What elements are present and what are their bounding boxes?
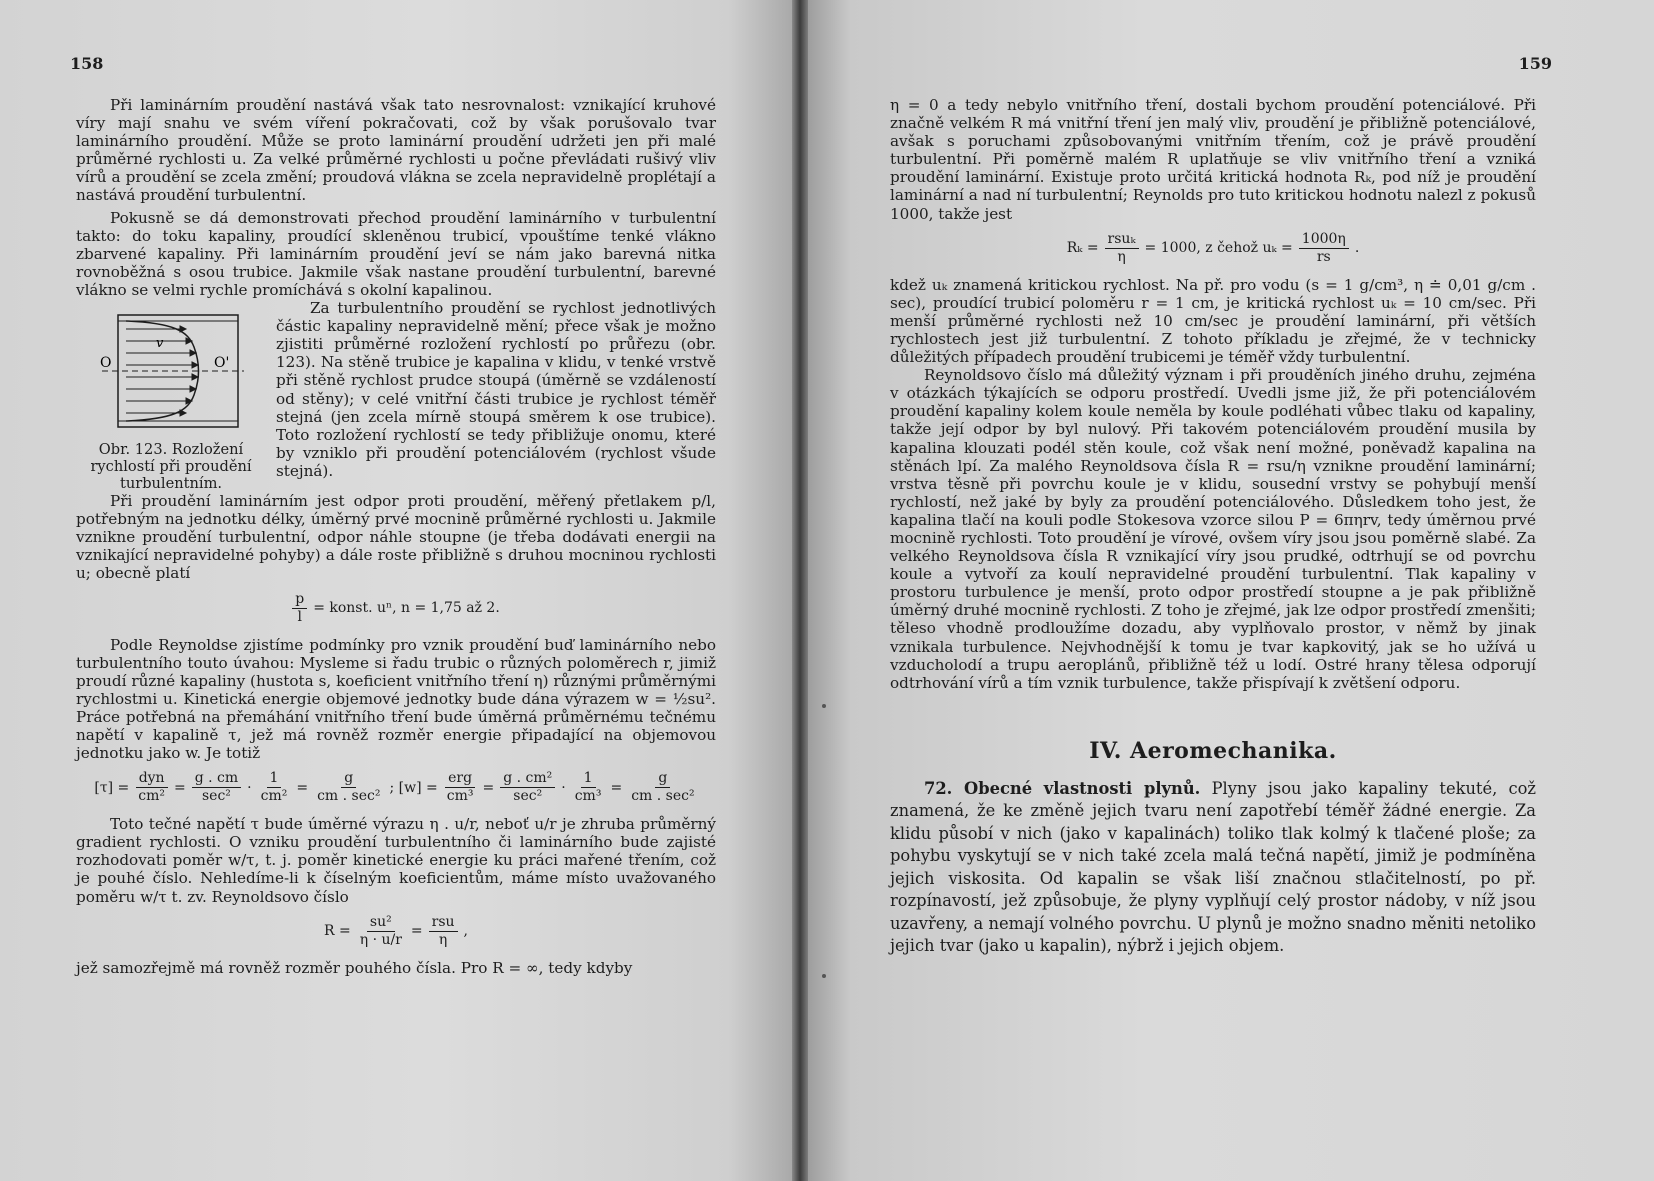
frac-den: sec² [513, 788, 543, 805]
formula-tail: . [1354, 240, 1360, 257]
frac-num: 1 [267, 770, 282, 788]
formula-rest: = konst. uⁿ, n = 1,75 až 2. [313, 599, 500, 616]
frac-num: erg [445, 770, 475, 788]
frac-num: g . cm² [500, 770, 555, 788]
figure-label-v: v [156, 336, 164, 352]
left-paragraph-6: Toto tečné napětí τ bude úměrné výrazu η . u/r, neboť u/r je zhruba průměrný gradient rychlosti. O vzniku proudění turbulentního či laminárního bude zajisté rozhodovati poměr w/τ, t. j. poměr kinetické energie ku práci mařené třením, což je pouhé číslo. Nehledíme-li k číselným koeficientům, máme místo uvažovaného poměru w/τ t. zv. Reynoldsovo číslo [76, 815, 716, 906]
left-paragraph-1: Při laminárním proudění nastává však tato nesrovnalost: vznikající kruhové víry mají snahu ve svém víření pokračovati, což by však porušovalo tvar laminárního proudění. Může se proto laminární proudění udržeti jen při malé průměrné rychlosti u. Za velké průměrné rychlosti u počne převládati rušivý vliv vírů a proudění se zcela změní; proudová vlákna se zcela nepravidelně proplétají a nastává proudění turbulentní. [76, 96, 716, 205]
right-paragraph-1: η = 0 a tedy nebylo vnitřního tření, dostali bychom proudění potenciálové. Při značně velkém R má vnitřní tření jen malý vliv, proudění je přibližně potenciálové, avšak s poruchami způsobovanými vnitřním třením, což je právě proudění turbulentní. Při poměrně malém R uplatňuje se vliv vnitřního tření a vzniká proudění laminární. Existuje proto určitá kritická hodnota Rₖ, pod níž je proudění laminární a nad ní turbulentní; Reynolds pro tuto kritickou hodnotu nalezl z pokusů 1000, takže jest [890, 96, 1536, 223]
formula-tau: [τ] = [94, 779, 130, 796]
left-page [0, 0, 792, 1181]
formula-units: [τ] = $\frac{\text{dyn}}{\text{cm²}}$ = $\frac{g . cm}{\text{sec²}}$ · $\frac{1}{\text{cm²}}$ = $\frac{g}{\text{cm . sec²}}$ ; [w] = $\frac{\text{erg}}{\text{cm³}}$ = $\frac{\text{g . cm²}}{\text{sec²}}$ · $\frac{1}{\text{cm³}}$ = $\frac{g}{\text{cm . sec²}}$ [76, 770, 716, 805]
frac-num: g [655, 770, 670, 788]
formula-r-lhs: R = [324, 923, 351, 940]
left-text-column [76, 96, 716, 977]
figure-side-text [276, 299, 716, 492]
section-text: Plyny jsou jako kapaliny tekuté, což znamená, že ke změně jejich tvaru není zapotřebí téměř žádné energie. Za klidu působí v nich (jako v kapalinách) toliko tlak kolmý k tlačené ploše; za pohybu vyskytují se v nich také zcela malá tečná napětí, jimiž je podmíněna jejich viskosita. Od kapalin se však liší značnou stlačitelností, po př. rozpínavostí, jež způsobuje, že plyny vyplňují celý prostor nádoby, v níž jsou uzavřeny, a nemají volného povrchu. U plynů je možno snadno měniti netoliko jejich tvar (jako u kapalin), nýbrž i jejich objem. [890, 778, 1537, 956]
page-number-right: 159 [1518, 54, 1552, 73]
frac-den: η · u/r [359, 931, 402, 948]
frac-den: sec² [201, 788, 231, 805]
frac-den: cm . sec² [631, 788, 695, 805]
frac-num: rsuₖ [1105, 231, 1139, 249]
left-paragraph-5: Podle Reynoldse zjistíme podmínky pro vznik proudění buď laminárního nebo turbulentního touto úvahou: Mysleme si řadu trubic o různých poloměrech r, jimiž proudí různé kapaliny (hustota s, koeficient vnitřního tření η) různými průměrnými rychlostmi u. Kinetická energie objemové jednotky bude dána výrazem w = ½su². Práce potřebná na přemáhání vnitřního tření bude úměrná průměrnému tečnému napětí v kapalině τ, jež má rovněž rozměr energie připadající na objemovou jednotku jako w. Je totiž [76, 635, 716, 763]
left-paragraph-4: Při proudění laminárním jest odpor proti proudění, měřený přetlakem p/l, potřebným na jednotku délky, úměrný prvé mocnině průměrné rychlosti u. Jakmile vznikne proudění turbulentní, odpor náhle stoupne (je třeba dodávati energii na vznikající nepravidelné pohyby) a dále roste přibližně s druhou mocninou rychlosti u; obecně platí [76, 492, 716, 583]
formula-l: l [297, 608, 302, 625]
formula-rk: Rₖ = [1066, 240, 1099, 257]
formula-p: p [292, 591, 307, 609]
section-title: 72. Obecné vlastnosti plynů. [924, 778, 1201, 798]
figure-label-o: O [100, 355, 112, 372]
frac-num: rsu [429, 914, 458, 932]
frac-den: η [1117, 248, 1126, 265]
section-72 [890, 778, 1536, 958]
frac-num: g . cm [192, 770, 241, 788]
frac-num: su² [367, 914, 395, 932]
left-paragraph-3: Za turbulentního proudění se rychlost jednotlivých částic kapaliny nepravidelně mění; přece však je možno zjistiti průměrné rozložení rychlostí po průřezu (obr. 123). Na stěně trubice je kapalina v klidu, v tenké vrstvě při stěně rychlost prudce stoupá (úměrně se vzdáleností od stěny); v celé vnitřní části trubice je rychlost téměř stejná (jen zcela mírně stoupá směrem k ose trubice). Toto rozložení rychlostí se tedy přibližuje onomu, které by vzniklo při proudění potenciálovém (rychlost všude stejná). [276, 299, 716, 480]
figure-123 [76, 299, 266, 492]
frac-num: g [341, 770, 356, 788]
formula-critical [890, 231, 1536, 266]
chapter-heading: IV. Aeromechanika. [1089, 737, 1337, 764]
formula-tail: , [463, 923, 468, 940]
margin-speck [822, 974, 826, 978]
frac-num: dyn [136, 770, 168, 788]
frac-den: cm . sec² [317, 788, 381, 805]
formula-pressure [76, 591, 716, 626]
velocity-profile-diagram [96, 307, 246, 437]
frac-den: cm² [138, 788, 165, 805]
right-page [808, 0, 1654, 1181]
formula-mid: = 1000, z čehož uₖ = [1144, 240, 1293, 257]
formula-reynolds [76, 914, 716, 949]
figure-block [76, 299, 716, 492]
book-gutter [792, 0, 808, 1181]
frac-den: cm³ [574, 788, 602, 805]
figure-label-o-prime: O' [214, 355, 230, 372]
figure-caption: Obr. 123. Rozložení rychlostí při proudění turbulentním. [90, 441, 252, 493]
right-paragraph-2: kdež uₖ znamená kritickou rychlost. Na př. pro vodu (s = 1 g/cm³, η ≐ 0,01 g/cm . sec), proudící trubicí poloměru r = 1 cm, je kritická rychlost uₖ = 10 cm/sec. Při menší průměrné rychlosti než 10 cm/sec je proudění laminární, při větších rychlostech jest již turbulentní. Z tohoto příkladu je zřejmé, že v technicky důležitých případech proudění trubicemi je téměř vždy turbulentní. [890, 275, 1536, 367]
frac-num: 1 [581, 770, 596, 788]
frac-den: rs [1316, 248, 1331, 265]
margin-speck [822, 704, 826, 708]
frac-num: 1000η [1299, 231, 1349, 249]
frac-den: η [438, 931, 448, 948]
left-paragraph-7: jež samozřejmě má rovněž rozměr pouhého čísla. Pro R = ∞, tedy kdyby [76, 958, 633, 977]
left-paragraph-2: Pokusně se dá demonstrovati přechod proudění laminárního v turbulentní takto: do toku kapaliny, proudící skleněnou trubicí, vpouštíme tenké vlákno zbarvené kapaliny. Při laminárním proudění jeví se nám jako barevná nitka rovnoběžná s osou trubice. Jakmile však nastane proudění turbulentní, barevné vlákno se velmi rychle promíchává s okolní kapalinou. [76, 208, 716, 299]
right-paragraph-3: Reynoldsovo číslo má důležitý význam i při prouděních jiného druhu, zejména v otázkách týkajících se odporu prostředí. Uvedli jsme již, že při potenciálovém proudění kapaliny kolem koule neměla by koule podléhati vůbec tlaku od kapaliny, takže její odpor by byl nulový. Při takovém potenciálovém proudění musila by kapalina klouzati podél stěn koule, což však není možné, poněvadž kapalina na stěnách lpí. Za malého Reynoldsova čísla R = rsu/η vznikne proudění laminární; vrstva těsně při povrchu koule je v klidu, sousední vrstvy se pohybují menší rychlostí, než jaké by byly za proudění potenciálového. Důsledkem toho jest, že kapalina tlačí na kouli podle Stokesova vzorce silou P = 6πηrv, tedy úměrnou prvé mocnině rychlosti. Toto proudění je vírové, ovšem víry jsou jsou poměrně slabé. Za velkého Reynoldsova čísla R vznikající víry jsou prudké, odtrhují se od povrchu koule a vytvoří za koulí nepravidelné proudění turbulentní. Tlak kapaliny v prostoru turbulence je menší, proto odpor prostředí stoupne a je pak přibližně úměrný druhé mocnině rychlosti. Z toho je zřejmé, jak lze odpor prostředí zmenšiti; těleso vhodně prodloužíme dozadu, aby vyplňovalo prostor, v němž by jinak vznikala turbulence. Nejvhodnější k tomu je tvar kapkovitý, jak se ho užívá u vzducholodí a trupu aeroplánů, přibližně též u lodí. Ostré hrany tělesa odporují odtrhování vírů a tím vznik turbulence, takže přispívají k zvětšení odporu. [890, 366, 1536, 692]
frac-den: cm² [260, 788, 288, 805]
frac-den: cm³ [446, 788, 474, 805]
formula-eq: = [410, 923, 423, 940]
right-text-column [890, 96, 1536, 958]
formula-w: ; [w] = [389, 779, 438, 796]
page-number-left: 158 [70, 54, 104, 73]
